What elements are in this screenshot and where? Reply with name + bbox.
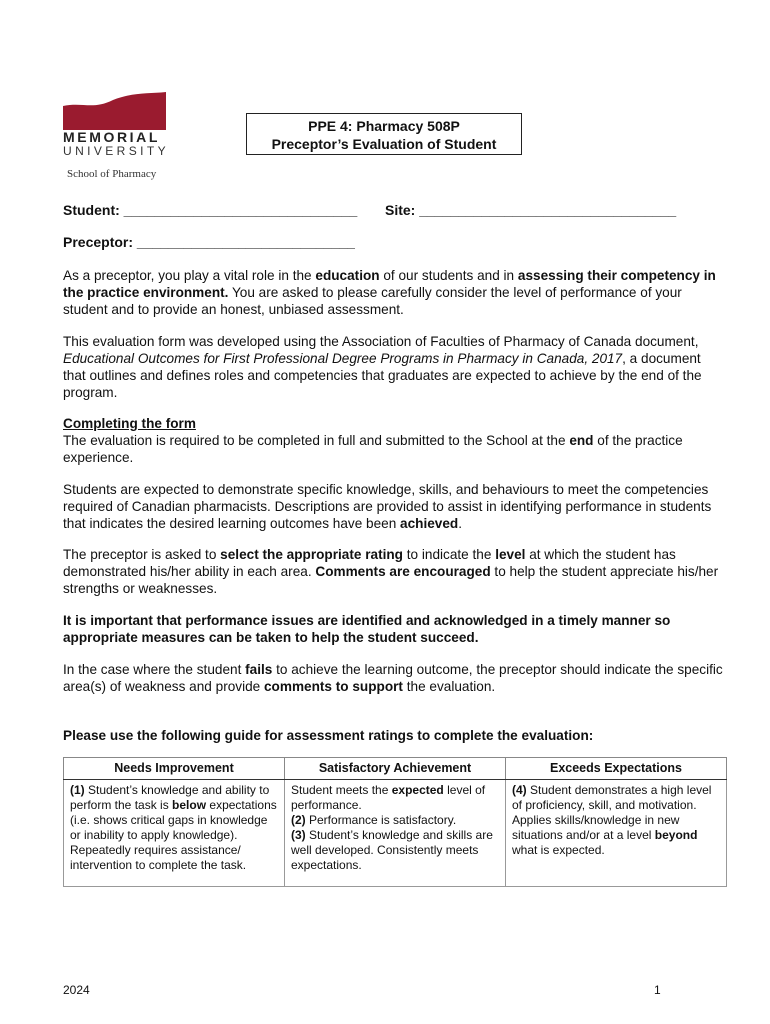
completing-heading: Completing the form [63,416,196,431]
title-line-2: Preceptor’s Evaluation of Student [271,136,497,152]
completing-paragraph-1: The evaluation is required to be completed in full and submitted to the School at the end of the practice experience. [63,433,683,465]
preceptor-field[interactable]: Preceptor: ____________________________ [63,234,355,250]
cell-needs-improvement: (1) Student’s knowledge and ability to perform the task is below expectations (i.e. shows critical gaps in knowledge or inability to apply knowledge). Repeatedly requires assistance/ intervention to complete the task. [64,780,285,887]
completing-paragraph-5: In the case where the student fails to achieve the learning outcome, the preceptor should indicate the specific area(s) of weakness and provide comments to support the evaluation. [63,662,723,694]
intro-paragraph-1: As a preceptor, you play a vital role in the education of our students and in assessing their competency in the practice environment. You are asked to please carefully consider the level of performance of your student and to provide an honest, unbiased assessment. [63,268,716,317]
site-field[interactable]: Site: _________________________________ [385,202,677,218]
header-satisfactory: Satisfactory Achievement [285,758,506,780]
university-logo [63,92,173,180]
intro-paragraph-2: This evaluation form was developed using the Association of Faculties of Pharmacy of Canada document, Educational Outcomes for First Professional Degree Programs in Pharmacy in Canada, 2017, a document that outlines and defines roles and competencies that graduates are expected to achieve by the end of the program. [63,334,702,400]
student-field[interactable]: Student: ______________________________ [63,202,358,218]
title-line-1: PPE 4: Pharmacy 508P [308,118,460,134]
rating-guide-table [63,757,727,887]
important-notice: It is important that performance issues are identified and acknowledged in a timely manner so appropriate measures can be taken to help the student succeed. [63,613,671,645]
logo-flag-icon [63,92,167,130]
completing-paragraph-2: Students are expected to demonstrate specific knowledge, skills, and behaviours to meet the competencies required of Canadian pharmacists. Descriptions are provided to assist in identifying performance in students that indicates the desired learning outcomes have been achieved. [63,482,712,531]
cell-exceeds: (4) Student demonstrates a high level of proficiency, skill, and motivation. Applies skills/knowledge in new situations and/or at a level beyond what is expected. [506,780,727,887]
document-title [246,113,522,155]
cell-satisfactory: Student meets the expected level of performance. (2) Performance is satisfactory. (3) Student’s knowledge and skills are well developed. Consistently meets expectations. [285,780,506,887]
page-number: 1 [654,983,661,997]
header-exceeds: Exceeds Expectations [506,758,727,780]
header-needs-improvement: Needs Improvement [64,758,285,780]
completing-paragraph-3: The preceptor is asked to select the appropriate rating to indicate the level at which the student has demonstrated his/her ability in each area. Comments are encouraged to help the student appreciate his/her strengths or weaknesses. [63,547,719,596]
footer-year: 2024 [63,983,90,997]
logo-word-memorial: MEMORIAL [63,129,161,145]
school-name: School of Pharmacy [67,168,157,180]
logo-word-university: UNIVERSITY [63,144,170,158]
guide-heading: Please use the following guide for assessment ratings to complete the evaluation: [63,728,594,743]
